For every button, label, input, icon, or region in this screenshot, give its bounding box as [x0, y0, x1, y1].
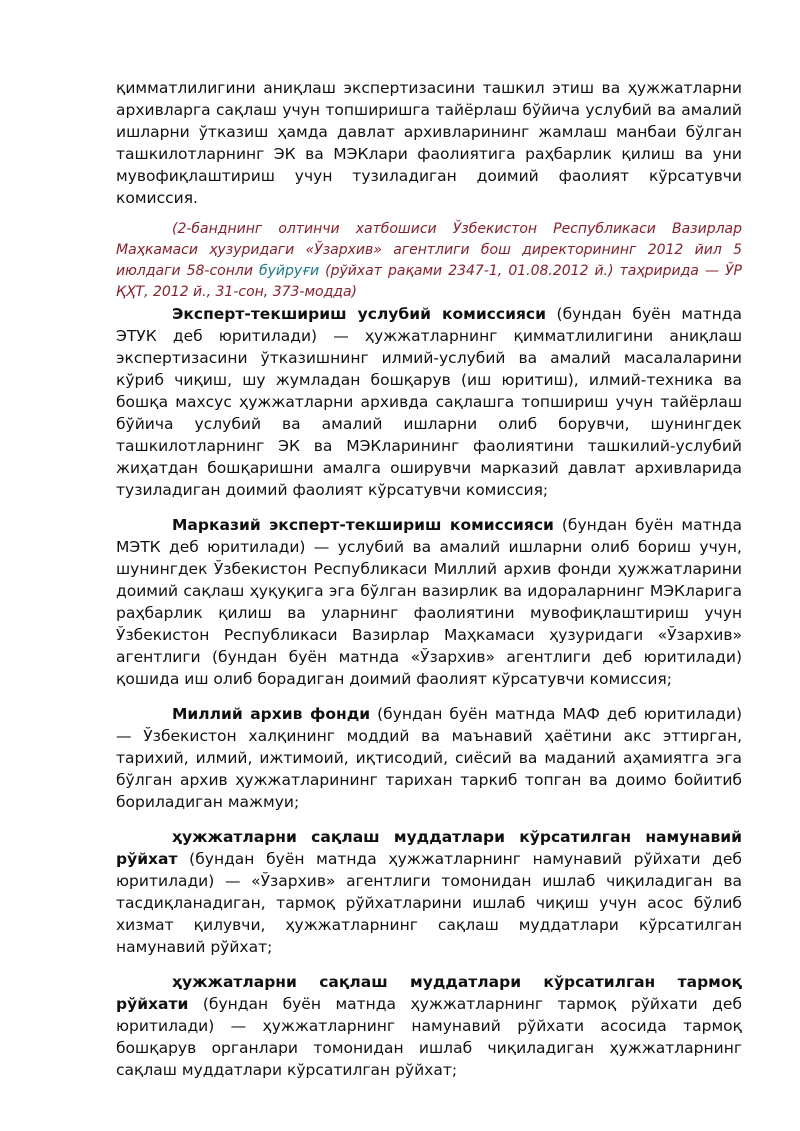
amendment-note [116, 219, 742, 303]
definition-term: Эксперт-текшириш услубий комиссияси [172, 305, 546, 323]
definition-text: (бундан буён матнда ҳужжатларнинг тармоқ рўйхати деб юритилади) — ҳужжатларнинг намунавий рўйхати асосида тармоқ бошқарув органлари томонидан ишлаб чиқиладиган ҳужжатларнинг сақлаш муддатлари кўрсатилган рўйхат; [116, 995, 742, 1079]
definition-term: Марказий эксперт-текшириш комиссияси [172, 516, 554, 534]
amendment-order-link[interactable]: буйруғи [259, 263, 320, 279]
definition-paragraph [116, 514, 742, 690]
document-page [116, 77, 742, 1094]
definition-paragraph [116, 703, 742, 813]
definition-term: ҳужжатларни сақлаш муддатлари кўрсатилган намунавий рўйхат [116, 828, 742, 868]
definition-paragraph [116, 826, 742, 958]
definition-text: (бундан буён матнда МЭТК деб юритилади) — услубий ва амалий ишларни олиб бориш учун, шунингдек Ўзбекистон Республикаси Миллий архив фонди ҳужжатларини доимий сақлаш ҳуқуқига эга бўлган вазирлик ва идораларнинг МЭКларига раҳбарлик қилиш ва уларнинг фаолиятини мувофиқлаштириш учун Ўзбекистон Республикаси Вазирлар Маҳкамаси ҳузуридаги «Ўзархив» агентлиги (бундан буён матнда «Ўзархив» агентлиги деб юритилади) қошида иш олиб борадиган доимий фаолият кўрсатувчи комиссия; [116, 516, 742, 688]
definition-term: ҳужжатларни сақлаш муддатлари кўрсатилган тармоқ рўйхати [116, 973, 742, 1013]
definition-text: (бундан буён матнда МАФ деб юритилади) — Ўзбекистон халқининг моддий ва маънавий ҳаётини акс эттирган, тарихий, илмий, ижтимоий, иқтисодий, сиёсий ва маданий аҳамиятга эга бўлган архив ҳужжатларининг тарихан таркиб топган ва доимо бойитиб бориладиган мажмуи; [116, 705, 743, 811]
amendment-note-text: (2-банднинг олтинчи хатбошиси Ўзбекистон Республикаси Вазирлар Маҳкамаси ҳузуридаги «Ўзархив» агентлиги бош директорининг 2012 йил 5 июлдаги 58-сонли [116, 221, 742, 279]
definition-text: (бундан буён матнда ҳужжатларнинг намунавий рўйхати деб юритилади) — «Ўзархив» агентлиги томонидан ишлаб чиқиладиган ва тасдиқланадиган, тармоқ рўйхатларини ишлаб чиқиш учун асос бўлиб хизмат қилувчи, ҳужжатларнинг сақлаш муддатлари кўрсатилган намунавий рўйхат; [116, 850, 742, 956]
definition-text: (бундан буён матнда ЭТУК деб юритилади) — ҳужжатларнинг қимматлилигини аниқлаш экспертизасини ўтказишнинг илмий-услубий ва амалий масалаларини кўриб чиқиш, шу жумладан бошқарув (иш юритиш), илмий-техника ва бошқа махсус ҳужжатларни архивда сақлашга топшириш учун тайёрлаш бўйича услубий ва амалий ишларни олиб борувчи, шунингдек ташкилотларнинг ЭК ва МЭКларининг фаолиятини ташкилий-услубий жиҳатдан бошқаришни амалга оширувчи марказий давлат архивларида тузиладиган доимий фаолият кўрсатувчи комиссия; [116, 305, 743, 499]
intro-paragraph: қимматлилигини аниқлаш экспертизасини ташкил этиш ва ҳужжатларни архивларга сақлаш учун топширишга тайёрлаш бўйича услубий ва амалий ишларни ўтказиш ҳамда давлат архивларининг жамлаш манбаи бўлган ташкилотларнинг ЭК ва МЭКлари фаолиятига раҳбарлик қилиш ва уни мувофиқлаштириш учун тузиладиган доимий фаолият кўрсатувчи комиссия. [116, 79, 742, 207]
amendment-note-source: (рўйхат рақами 2347-1, 01.08.2012 й.) таҳририда — ЎР ҚҲТ, 2012 й., 31-сон, 373-модда) [116, 263, 742, 300]
definition-paragraph [116, 971, 742, 1081]
definition-paragraph [116, 303, 742, 501]
definition-term: Миллий архив фонди [172, 705, 371, 723]
